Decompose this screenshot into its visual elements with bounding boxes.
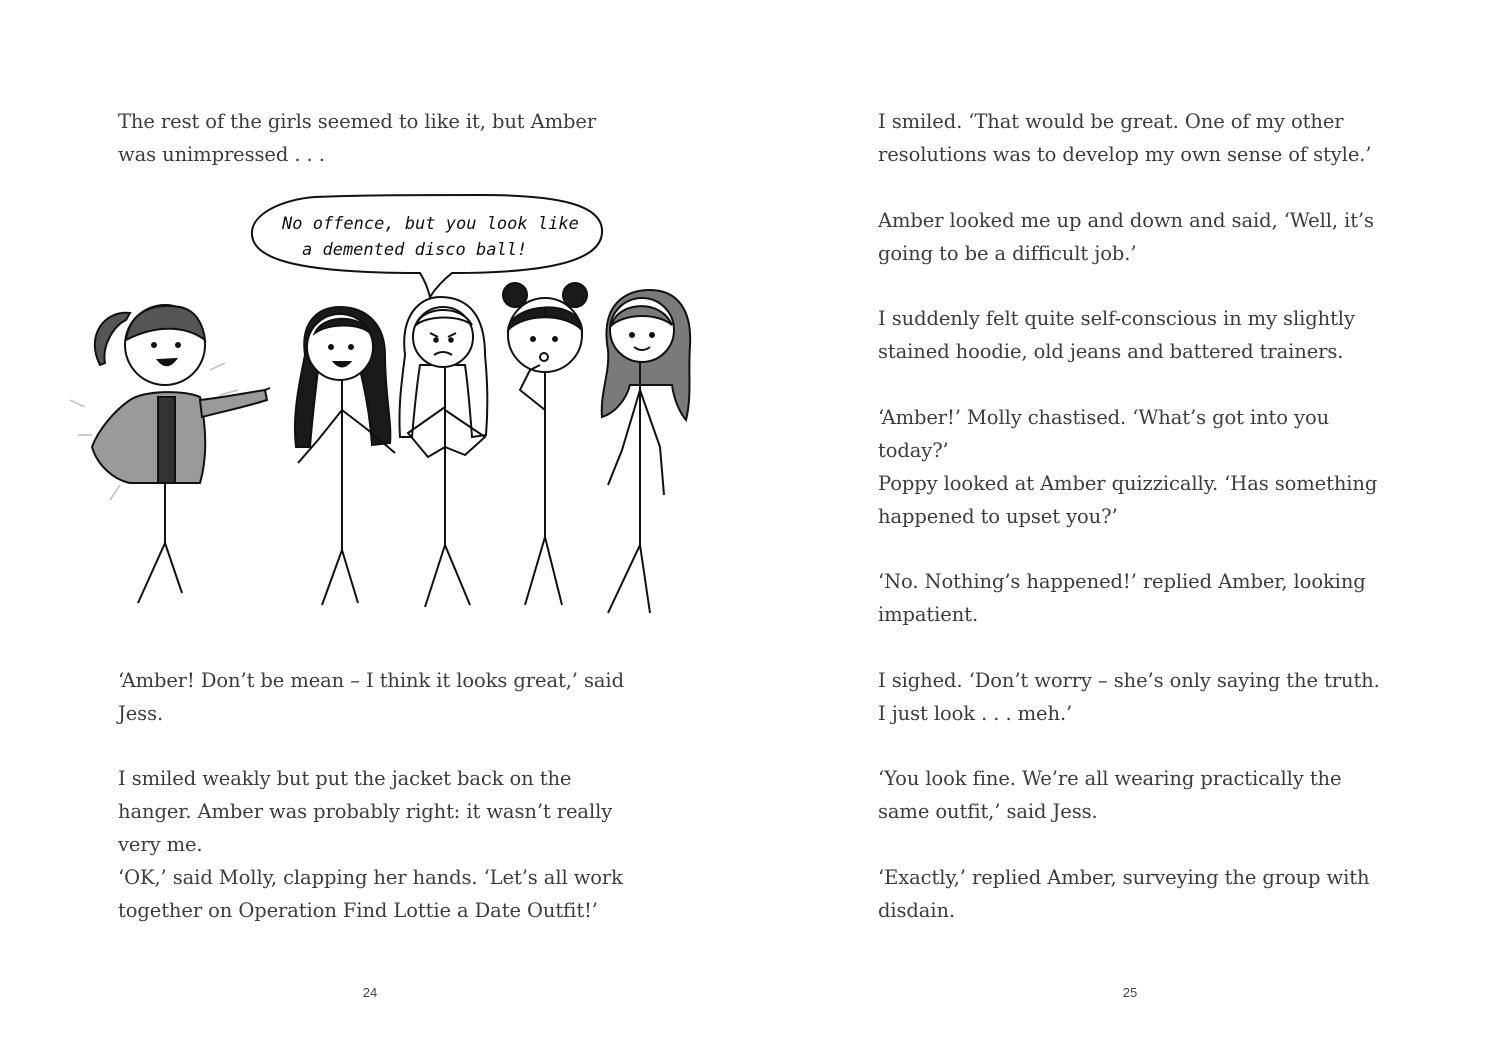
stick-figure-illustration bbox=[60, 185, 700, 630]
paragraph: Amber looked me up and down and said, ‘Well, it’s going to be a difficult job.’ bbox=[878, 209, 1374, 265]
figure-molly bbox=[503, 283, 587, 605]
figure-jess bbox=[295, 307, 395, 605]
speech-line-2: a demented disco ball! bbox=[302, 240, 528, 260]
paragraph: I smiled weakly but put the jacket back on the hanger. Amber was probably right: it wasn’t really very me. bbox=[118, 767, 613, 856]
paragraph: I sighed. ‘Don’t worry – she’s only saying the truth. I just look . . . meh.’ bbox=[878, 669, 1380, 725]
paragraph: ‘No. Nothing’s happened!’ replied Amber, looking impatient. bbox=[878, 570, 1366, 626]
paragraph: ‘Amber! Don’t be mean – I think it looks great,’ said Jess. bbox=[118, 669, 624, 725]
page-number: 24 bbox=[362, 985, 378, 1000]
paragraph: ‘You look fine. We’re all wearing practically the same outfit,’ said Jess. bbox=[878, 767, 1342, 823]
page-number: 25 bbox=[1122, 985, 1138, 1000]
paragraph: ‘Exactly,’ replied Amber, surveying the group with disdain. bbox=[878, 866, 1370, 922]
paragraph: ‘Amber!’ Molly chastised. ‘What’s got into you today?’ bbox=[878, 406, 1330, 462]
figure-amber bbox=[399, 297, 487, 607]
speech-line-1: No offence, but you look like bbox=[282, 214, 579, 234]
figure-poppy bbox=[602, 290, 690, 613]
figure-lottie bbox=[70, 305, 270, 603]
paragraph: I smiled. ‘That would be great. One of my other resolutions was to develop my own sense of style.’ bbox=[878, 110, 1372, 166]
paragraph: I suddenly felt quite self-conscious in my slightly stained hoodie, old jeans and battered trainers. bbox=[878, 307, 1355, 363]
right-page bbox=[750, 0, 1500, 1059]
paragraph: Poppy looked at Amber quizzically. ‘Has something happened to upset you?’ bbox=[878, 472, 1378, 528]
paragraph: The rest of the girls seemed to like it, but Amber was unimpressed . . . bbox=[118, 110, 597, 166]
speech-bubble bbox=[252, 195, 602, 297]
paragraph: ‘OK,’ said Molly, clapping her hands. ‘Let’s all work together on Operation Find Lottie a Date Outfit!’ bbox=[118, 866, 623, 922]
